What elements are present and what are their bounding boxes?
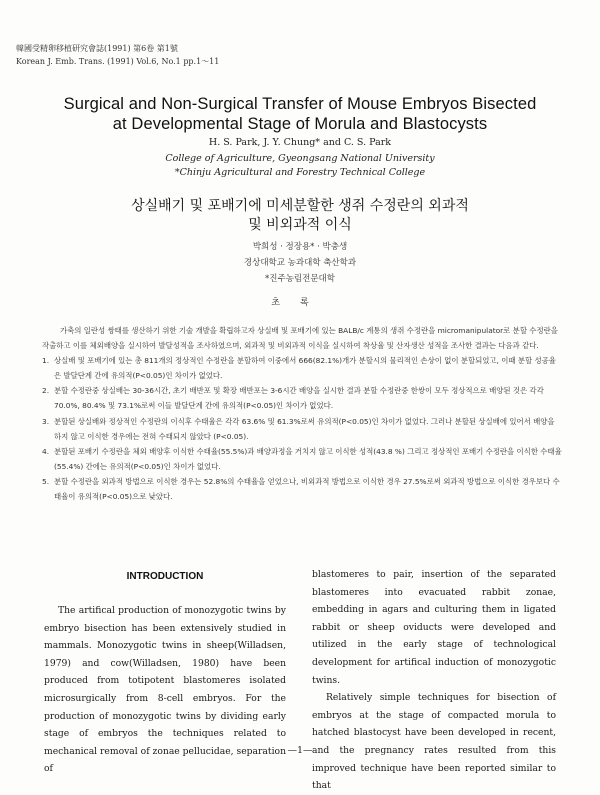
- journal-header: [16, 42, 219, 68]
- abstract-item-number: 2.: [42, 386, 50, 396]
- page-number: —1—: [287, 745, 313, 756]
- intro-paragraph-2: blastomeres to pair, insertion of the separated blastomeres into evacuated rabbit zonae, embedding in agars and culturing them in ligated rabbit or sheep oviducts were developed and utilized in the early stage of technological development for artifical induction of monozygotic twins.: [312, 569, 556, 686]
- abstract-heading: 초록: [271, 298, 329, 308]
- abstract-item-number: 3.: [42, 416, 50, 426]
- abstract-item-text: 분할된 포배기 수정란을 체외 배양후 이식한 수태율(55.5%)과 배양과정을 거치지 않고 이식한 성적(43.8 %) 그리고 정상적인 포배기 수정란을 이식한 수태율(55.4%) 간에는 유의적(P<0.05)인 차이가 없었다.: [54, 446, 562, 471]
- korean-affiliation-2: *진주농림전문대학: [265, 274, 335, 284]
- paper-title-line2: at Developmental Stage of Morula and Blastocysts: [112, 115, 488, 133]
- korean-authors: 박희성 · 정장용* · 박충생: [252, 242, 348, 252]
- abstract-item: [42, 353, 562, 383]
- paper-title-line1: Surgical and Non-Surgical Transfer of Mouse Embryos Bisected: [63, 95, 537, 113]
- abstract-item-number: 5.: [42, 476, 50, 486]
- journal-line-english: Korean J. Emb. Trans. (1991) Vol.6, No.1 pp.1～11: [16, 57, 220, 66]
- abstract-item: [42, 383, 562, 413]
- abstract-item: [42, 474, 562, 504]
- abstract-item-text: 분할된 상실배와 정상적인 수정란의 이식후 수태율은 각각 63.6% 및 61.3%로써 유의적(P<0.05)인 차이가 없었다. 그러나 분할된 상실배에 있어서 배양을 하지 않고 이식한 경우에는 전혀 수태되지 않았다 (P<0.05).: [54, 416, 555, 441]
- abstract-item-number: 1.: [42, 356, 50, 366]
- affiliation-2: *Chinju Agricultural and Forestry Technical College: [174, 167, 426, 178]
- affiliation-1: College of Agriculture, Gyeongsang National University: [165, 153, 435, 164]
- abstract-item-text: 분할 수정란중 상실배는 30-36시간, 초기 배반포 및 확장 배반포는 3-6시간 배양을 실시한 결과 분할 수정란중 한쌍이 모두 정상적으로 배양된 것은 각각 70.0%, 80.4% 및 73.1%로써 이들 발달단계 간에 유의적(P<0.05)인 차이가 없었다.: [54, 386, 544, 411]
- abstract-item: [42, 414, 562, 444]
- korean-title-line2: 및 비외과적 이식: [248, 217, 352, 233]
- korean-affiliation-1: 경상대학교 농과대학 축산학과: [243, 258, 357, 268]
- abstract-item-number: 4.: [42, 446, 50, 456]
- abstract-item: [42, 444, 562, 474]
- journal-line-korean: 韓國受精卵移植研究會誌(1991) 第6卷 第1號: [16, 44, 178, 53]
- korean-abstract: [42, 323, 562, 504]
- abstract-intro: 가축의 일란성 쌍태를 생산하기 위한 기술 개발을 확립하고자 상실배 및 포배기에 있는 BALB/c 계통의 생쥐 수정란을 micromanipulator로 분할 수정란을 작출하고 이를 체외배양을 실시하여 발달성적을 조사하였으며, 외과적 및 비외과적 이식을 실시하여 착상율 및 산자생산 성적을 조사한 결과는 다음과 같다.: [42, 326, 558, 351]
- intro-paragraph-1: The artifical production of monozygotic twins by embryo bisection has been extensively studied in mammals. Monozygotic twins in sheep(Willadsen, 1979) and cow(Willadsen, 1980) have been produced from totipotent blastomeres isolated microsurgically from 8-cell embryos. For the production of monozygotic twins by dividing early stage of embryos the techniques related to mechanical removal of zonae pellucidae, separation of: [44, 605, 286, 775]
- korean-title: [0, 197, 600, 235]
- right-column: [312, 566, 556, 795]
- abstract-item-text: 상실배 및 포배기에 있는 총 811개의 정상적인 수정란을 분할하여 이중에서 666(82.1%)개가 분할시의 물리적인 손상이 없이 분할되었고, 이때 분할 성공율은 발달단계 간에 유의적(P<0.05)인 차이가 없었다.: [54, 356, 556, 381]
- abstract-item-text: 분할 수정란을 외과적 방법으로 이식한 경우는 52.8%의 수태율을 얻었으나, 비외과적 방법으로 이식한 경우 27.5%로써 외과적 방법으로 이식한 경우보다 수태율이 유의적(P<0.05)으로 낮았다.: [54, 476, 560, 502]
- korean-title-line1: 상실배기 및 포배기에 미세분할한 생쥐 수정란의 외과적: [131, 198, 469, 214]
- paper-title: [0, 94, 600, 134]
- intro-paragraph-3: Relatively simple techniques for bisection of embryos at the stage of compacted morula to hatched blastocyst have been developed in recent, and the pregnancy rates resulted from this improved technique have been reported similar to that: [312, 692, 556, 792]
- authors: H. S. Park, J. Y. Chung* and C. S. Park: [208, 137, 392, 148]
- introduction-heading: INTRODUCTION: [126, 571, 204, 582]
